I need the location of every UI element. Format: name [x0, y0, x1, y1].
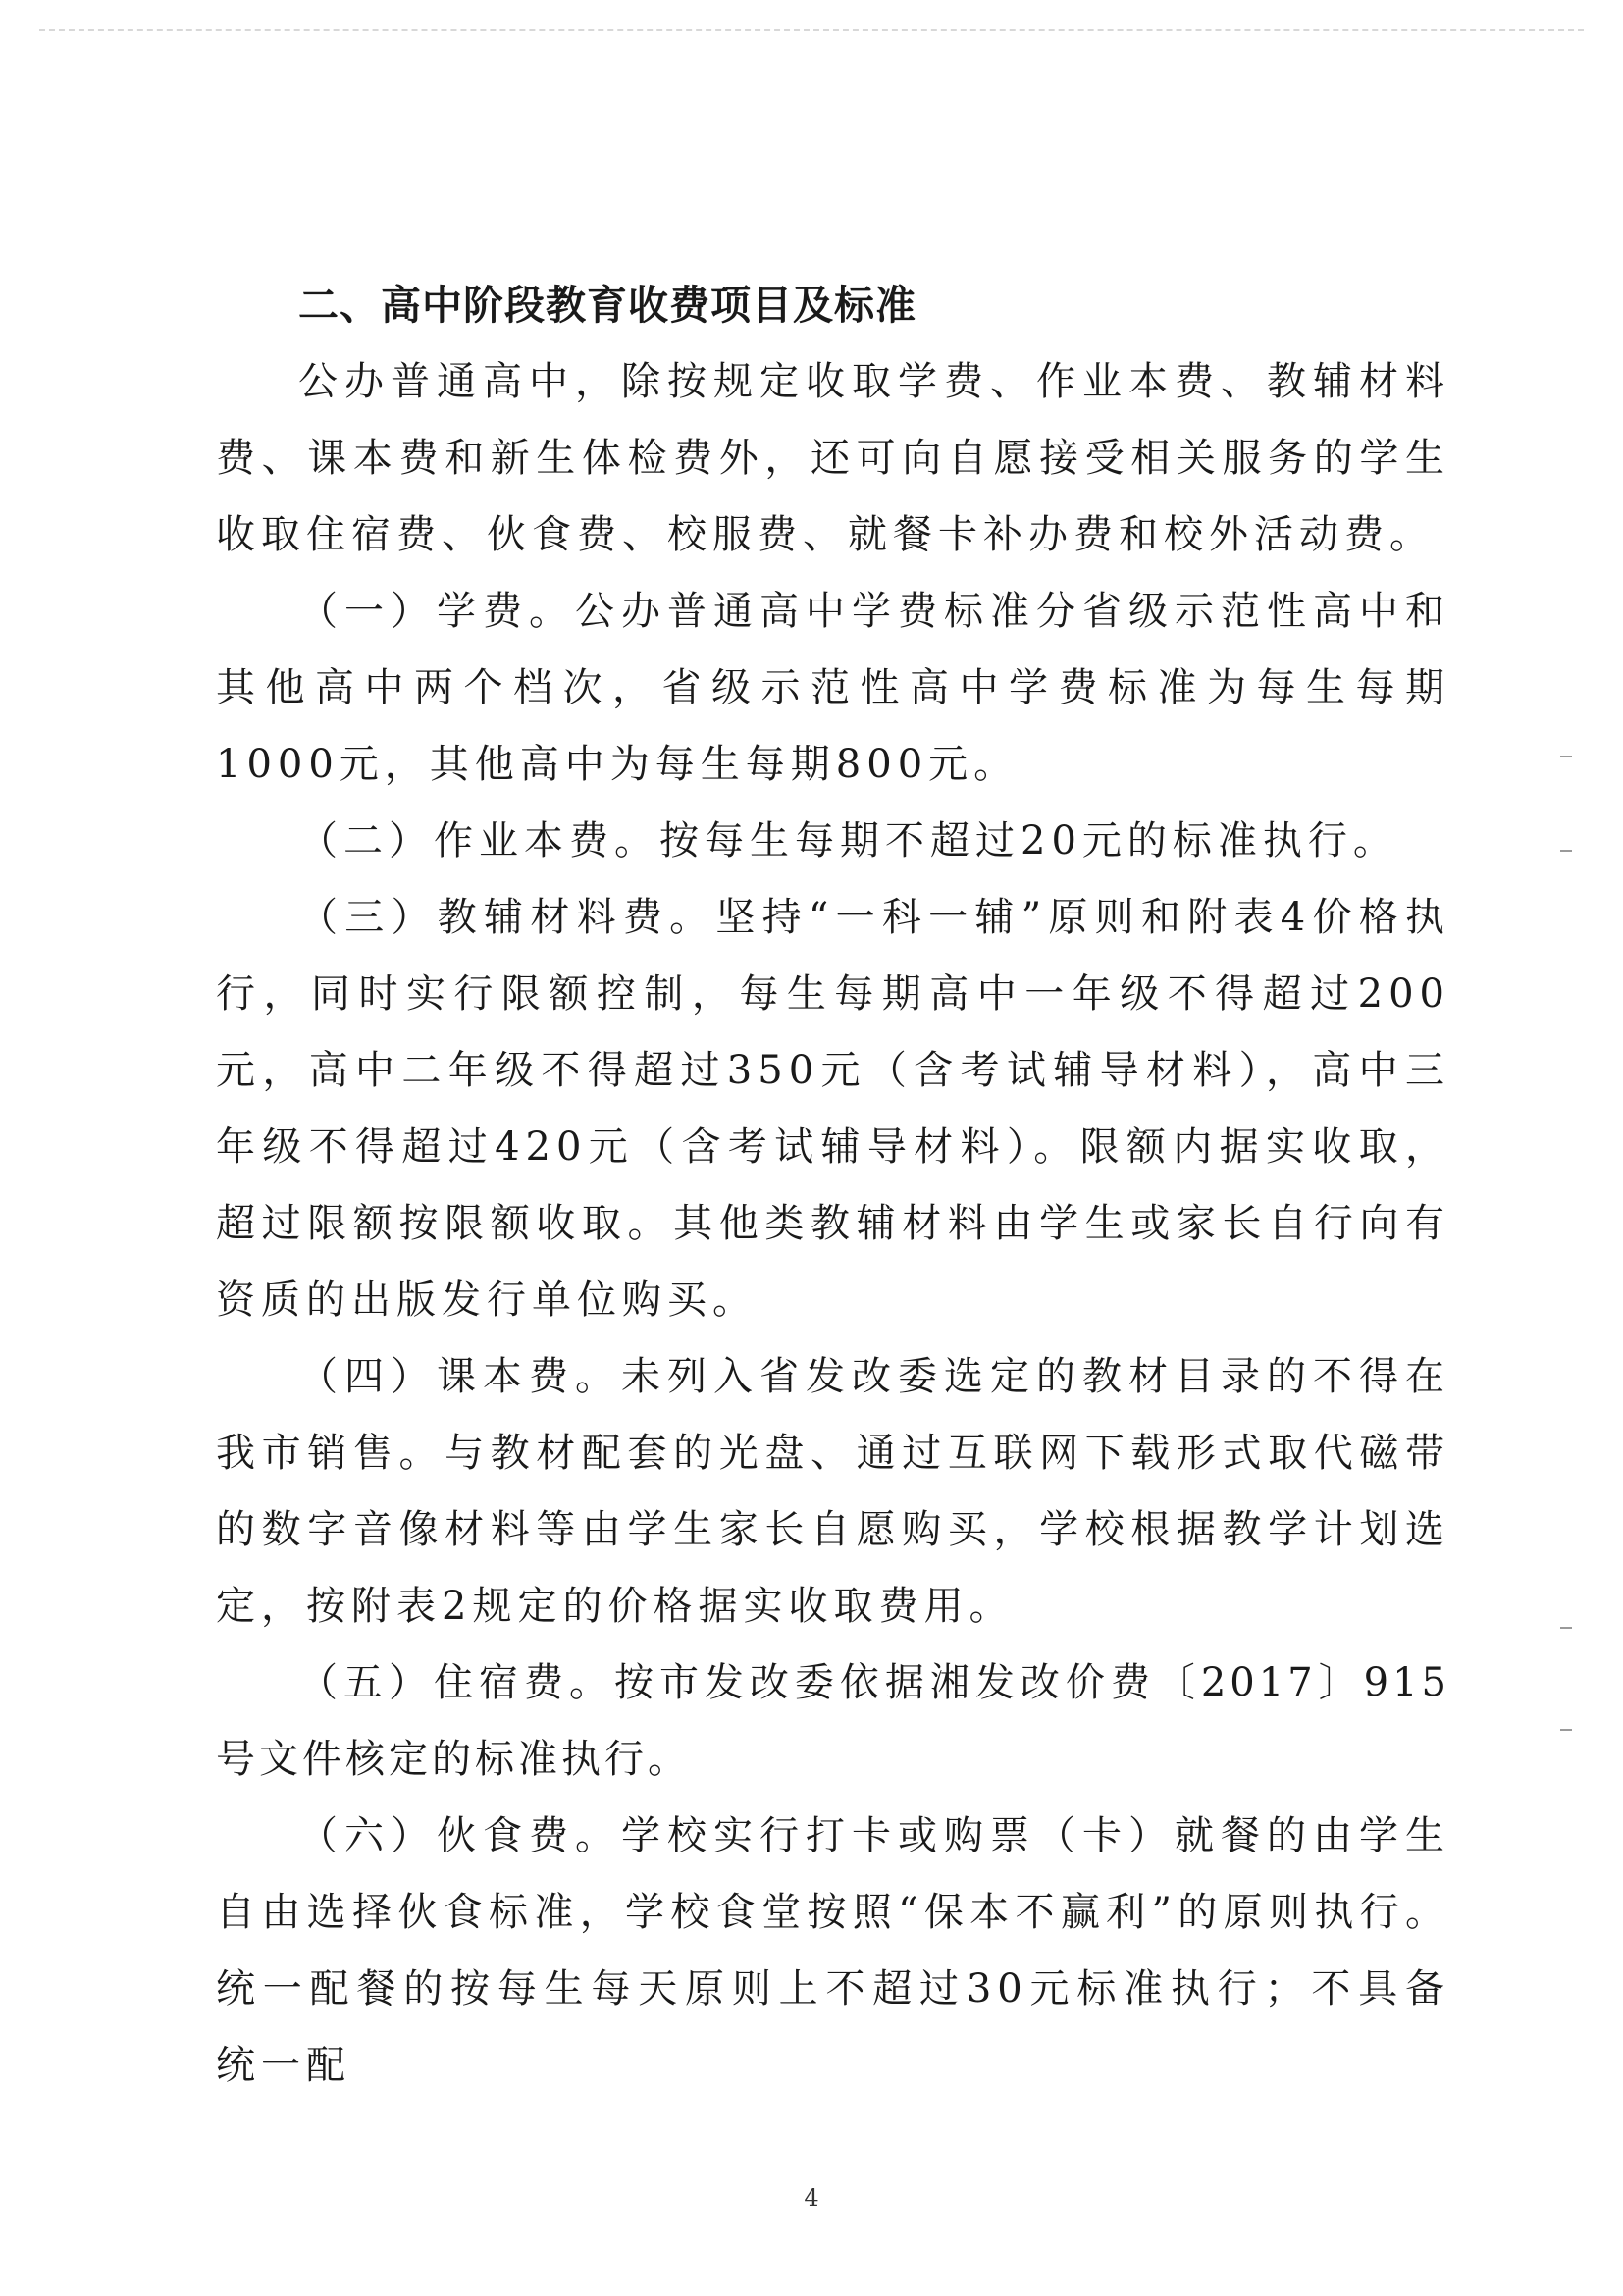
scan-margin-mark — [1560, 756, 1572, 757]
page-number: 4 — [804, 2184, 819, 2212]
scan-margin-mark — [1560, 850, 1572, 852]
scan-margin-mark — [1560, 1729, 1572, 1731]
section-heading: 二、高中阶段教育收费项目及标准 — [298, 282, 916, 329]
paragraph-textbook-fee: （四）课本费。未列入省发改委选定的教材目录的不得在我市销售。与教材配套的光盘、通过互联网下载形式取代磁带的数字音像材料等由学生家长自愿购买，学校根据教学计划选定，按附表2规定的价格据实收取费用。 — [216, 1354, 1450, 1629]
scan-edge-rule — [39, 29, 1584, 31]
paragraph-teaching-materials-fee: （三）教辅材料费。坚持“一科一辅”原则和附表4价格执行，同时实行限额控制，每生每期高中一年级不得超过200元，高中二年级不得超过350元（含考试辅导材料），高中三年级不得超过420元（含考试辅导材料）。限额内据实收取，超过限额按限额收取。其他类教辅材料由学生或家长自行向有资质的出版发行单位购买。 — [216, 895, 1450, 1323]
scan-margin-mark — [1560, 1627, 1572, 1629]
paragraph-workbook-fee: （二）作业本费。按每生每期不超过20元的标准执行。 — [298, 818, 1398, 863]
paragraph-accommodation-fee: （五）住宿费。按市发改委依据湘发改价费〔2017〕915号文件核定的标准执行。 — [216, 1660, 1450, 1782]
document-body — [216, 267, 1450, 2104]
paragraph-meal-fee: （六）伙食费。学校实行打卡或购票（卡）就餐的由学生自由选择伙食标准，学校食堂按照“保本不赢利”的原则执行。统一配餐的按每生每天原则上不超过30元标准执行；不具备统一配 — [216, 1813, 1450, 2088]
paragraph-tuition: （一）学费。公办普通高中学费标准分省级示范性高中和其他高中两个档次，省级示范性高中学费标准为每生每期1000元，其他高中为每生每期800元。 — [216, 589, 1450, 787]
paragraph-intro: 公办普通高中，除按规定收取学费、作业本费、教辅材料费、课本费和新生体检费外，还可向自愿接受相关服务的学生收取住宿费、伙食费、校服费、就餐卡补办费和校外活动费。 — [216, 359, 1450, 557]
